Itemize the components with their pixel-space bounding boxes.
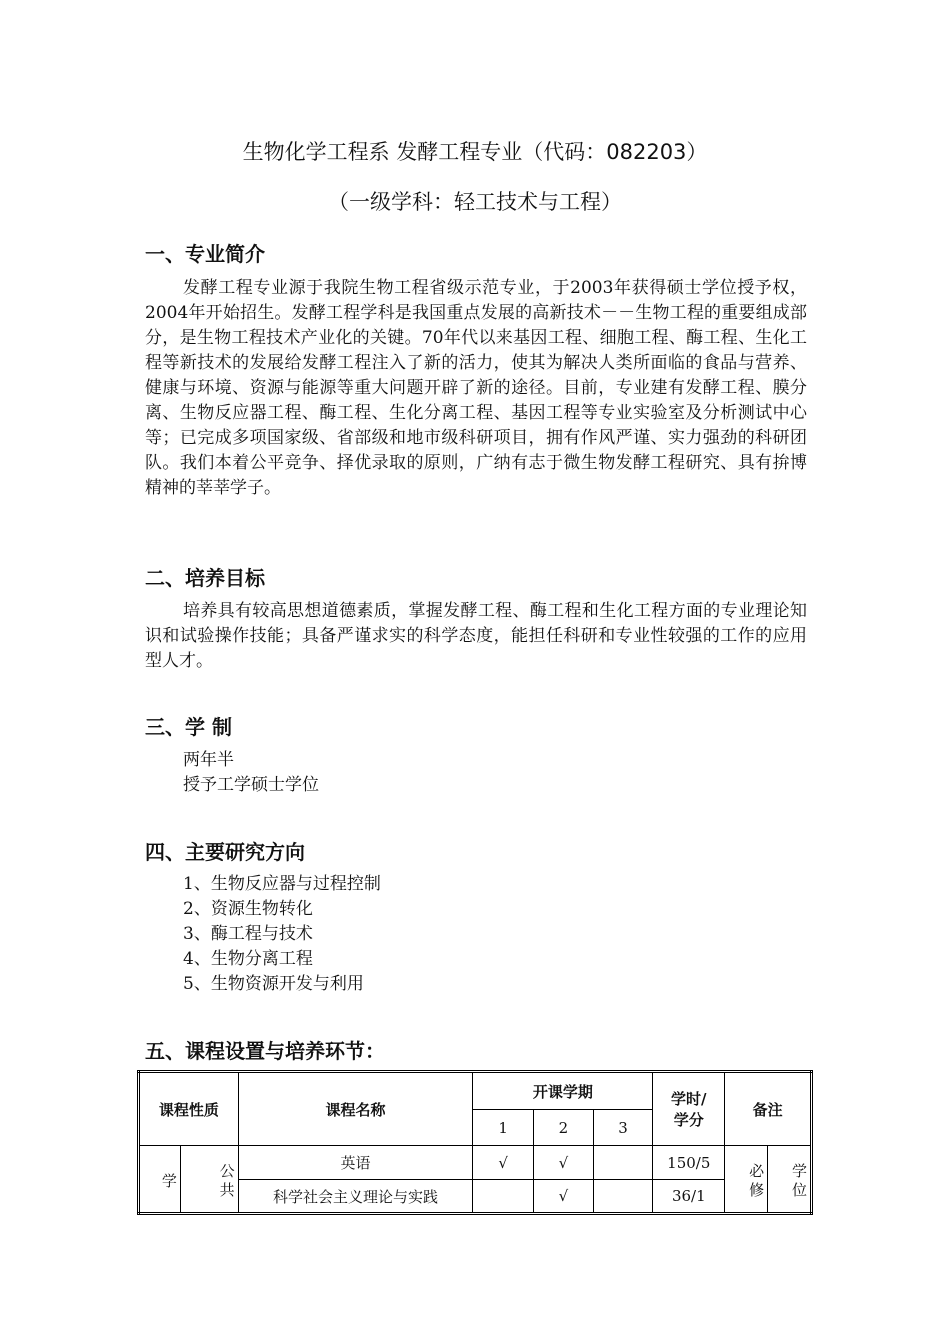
course-name: 科学社会主义理论与实践 — [238, 1180, 473, 1214]
header-remark: 备注 — [725, 1072, 812, 1146]
header-semester-1: 1 — [473, 1110, 534, 1146]
hours-credits: 150/5 — [653, 1146, 725, 1180]
semester-mark: √ — [473, 1146, 534, 1180]
page-title: 生物化学工程系 发酵工程专业（代码：082203） — [242, 140, 708, 164]
group-label-public: 公共 — [180, 1146, 238, 1214]
list-item: 1、生物反应器与过程控制 — [183, 874, 381, 894]
header-semester: 开课学期 — [473, 1072, 653, 1110]
duration-lines — [183, 748, 319, 798]
course-name: 英语 — [238, 1146, 473, 1180]
header-semester-2: 2 — [534, 1110, 594, 1146]
group-label-degree: 学 — [139, 1146, 181, 1214]
remark-degree: 学位 — [768, 1146, 812, 1214]
list-item: 2、资源生物转化 — [183, 899, 313, 919]
list-item: 4、生物分离工程 — [183, 949, 313, 969]
remark-required: 必修 — [725, 1146, 768, 1214]
section-heading-directions: 四、主要研究方向 — [145, 840, 305, 864]
section-heading-goal: 二、培养目标 — [145, 566, 265, 590]
table-row — [139, 1146, 812, 1180]
semester-mark — [593, 1146, 653, 1180]
list-item: 5、生物资源开发与利用 — [183, 974, 364, 994]
hours-credits: 36/1 — [653, 1180, 725, 1214]
duration-line: 两年半 — [183, 750, 234, 770]
intro-paragraph: 发酵工程专业源于我院生物工程省级示范专业，于2003年获得硕士学位授予权，2004年开始招生。发酵工程学科是我国重点发展的高新技术－－生物工程的重要组成部分，是生物工程技术产业化的关键。70年代以来基因工程、细胞工程、酶工程、生化工程等新技术的发展给发酵工程注入了新的活力，使其为解决人类所面临的食品与营养、健康与环境、资源与能源等重大问题开辟了新的途径。目前，专业建有发酵工程、膜分离、生物反应器工程、酶工程、生化分离工程、基因工程等专业实验室及分析测试中心等；已完成多项国家级、省部级和地市级科研项目，拥有作风严谨、实力强劲的科研团队。我们本着公平竞争、择优录取的原则，广纳有志于微生物发酵工程研究、具有拚博精神的莘莘学子。 — [145, 278, 807, 498]
header-hours-credits — [653, 1072, 725, 1146]
degree-line: 授予工学硕士学位 — [183, 775, 319, 795]
section-heading-courses: 五、课程设置与培养环节： — [145, 1039, 385, 1063]
semester-mark: √ — [534, 1146, 594, 1180]
section-heading-duration: 三、学 制 — [145, 715, 232, 739]
directions-list — [183, 872, 381, 997]
header-semester-3: 3 — [593, 1110, 653, 1146]
section-heading-intro: 一、专业简介 — [145, 242, 265, 266]
table-row — [139, 1180, 812, 1214]
list-item: 3、酶工程与技术 — [183, 924, 313, 944]
semester-mark — [473, 1180, 534, 1214]
page-subtitle: （一级学科：轻工技术与工程） — [328, 190, 622, 214]
course-table — [137, 1070, 813, 1215]
header-hours: 学时/ — [671, 1090, 707, 1108]
header-course-nature: 课程性质 — [139, 1072, 239, 1146]
semester-mark: √ — [534, 1180, 594, 1214]
semester-mark — [593, 1180, 653, 1214]
header-credits: 学分 — [673, 1111, 704, 1129]
header-course-name: 课程名称 — [238, 1072, 473, 1146]
goal-paragraph: 培养具有较高思想道德素质，掌握发酵工程、酶工程和生化工程方面的专业理论知识和试验操作技能；具备严谨求实的科学态度，能担任科研和专业性较强的工作的应用型人才。 — [145, 601, 807, 671]
